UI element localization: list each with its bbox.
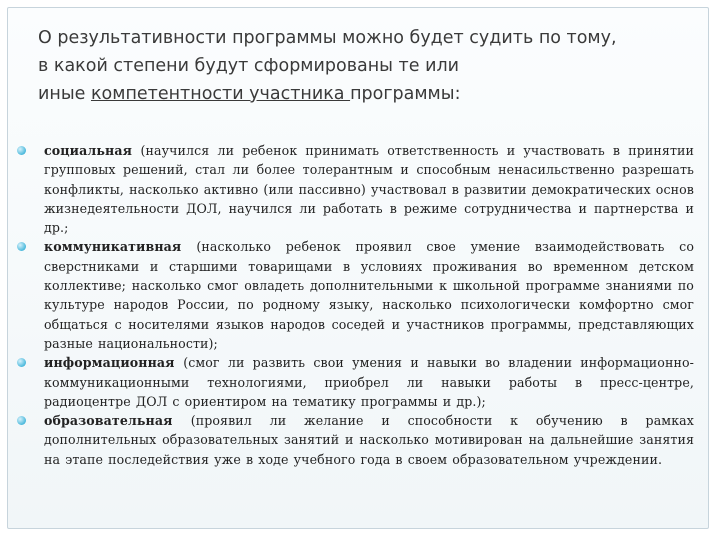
list-item-social	[14, 141, 694, 237]
list-item-informational	[14, 353, 694, 411]
bullet-icon	[17, 416, 26, 425]
list-item-term: образовательная	[44, 413, 191, 429]
list-item-text	[44, 353, 694, 411]
list-item-text	[44, 141, 694, 237]
title-line-3-prefix: иные	[38, 84, 91, 104]
list-item-educational	[14, 411, 694, 469]
list-item-description: (научился ли ребенок принимать ответственность и участвовать в принятии групповых решений, стал ли более толерантным и способным ненасильственно разрешать конфликты, насколько активно (или пассивно) участвовал в развитии демократических основ жизнедеятельности ДОЛ, научился ли работать в режиме сотрудничества и партнерства и др.;	[44, 143, 695, 236]
bullet-icon	[17, 242, 26, 251]
list-item-text	[44, 237, 694, 353]
bullet-icon	[17, 358, 26, 367]
list-item-communicative	[14, 237, 694, 353]
list-item-term: социальная	[44, 143, 141, 158]
list-item-description: (насколько ребенок проявил свое умение взаимодействовать со сверстниками и старшими товарищами в условиях проживания во временном детском коллективе; насколько смог овладеть дополнительными к школьной программе знаниями по культуре народов России, по родному языку, насколько психологически комфортно смог общаться с носителями языков народов соседей и участников программы, представляющих разные национальности);	[44, 239, 694, 351]
title-underlined-phrase: компетентности участника	[90, 84, 351, 104]
list-item-text	[44, 411, 694, 469]
list-item-term: коммуникативная	[44, 239, 197, 255]
title-line-3-suffix: программы:	[350, 84, 461, 104]
title-line-1: О результативности программы можно будет судить по тому,	[38, 28, 617, 48]
list-item-description: (проявил ли желание и способности к обучению в рамках дополнительных образовательных занятий и насколько мотивирован на дальнейшие занятия на этапе последействия уже в ходе учебного года в своем образовательном учреждении.	[44, 413, 694, 467]
competence-list	[14, 141, 694, 469]
title-line-2: в какой степени будут сформированы те или	[38, 56, 460, 76]
list-item-term: информационная	[44, 355, 184, 371]
slide-title	[38, 24, 698, 108]
list-item-description: (смог ли развить свои умения и навыки во владении информационно-коммуникационными технологиями, приобрел ли навыки работы в пресс-центре, радиоцентре ДОЛ с ориентиром на тематику программы и др.);	[44, 355, 694, 409]
bullet-icon	[17, 146, 26, 155]
